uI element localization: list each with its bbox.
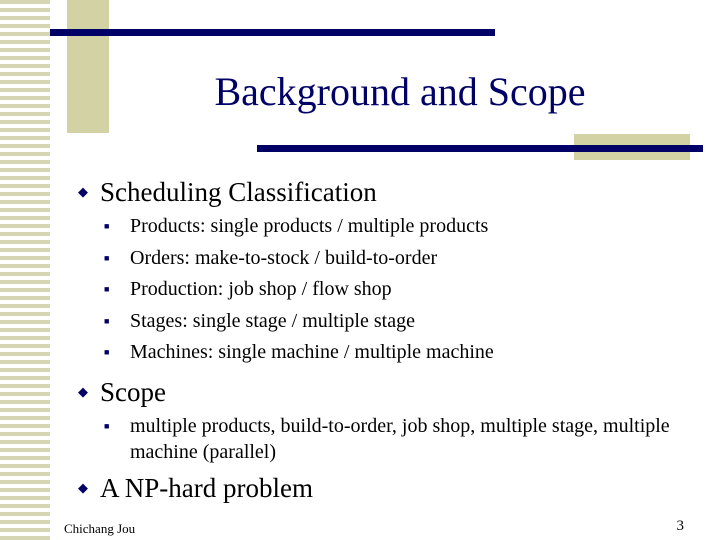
sub-bullet-text: Machines: single machine / multiple machine (130, 341, 494, 363)
bullet-text: A NP-hard problem (100, 472, 313, 503)
diamond-bullet-icon: ◆ (78, 184, 88, 199)
sub-bullet-item (78, 413, 670, 465)
sub-bullet-text: Production: job shop / flow shop (130, 278, 392, 300)
bullet-item (78, 471, 688, 505)
square-bullet-icon: ■ (104, 221, 110, 231)
decorative-block-top (67, 0, 109, 133)
diamond-bullet-icon: ◆ (78, 479, 88, 495)
square-bullet-icon: ■ (104, 315, 110, 326)
square-bullet-icon: ■ (104, 420, 110, 431)
square-bullet-icon: ■ (104, 347, 110, 357)
sub-bullet-item (78, 274, 688, 306)
sub-bullet-item (78, 306, 688, 338)
sub-bullet-list (78, 211, 688, 369)
sub-bullet-text: Stages: single stage / multiple stage (130, 309, 415, 332)
title-rule-top (50, 29, 495, 36)
square-bullet-icon: ■ (104, 284, 110, 294)
square-bullet-icon: ■ (104, 252, 110, 263)
sub-bullet-text: Orders: make-to-stock / build-to-order (130, 246, 438, 269)
sub-bullet-item (78, 211, 688, 243)
page-number: 3 (676, 518, 684, 534)
sub-bullet-text: multiple products, build-to-order, job shop, multiple stage, multiple machine (parallel) (130, 414, 670, 463)
bullet-item (78, 375, 688, 409)
sub-bullet-item (78, 337, 688, 369)
bullet-text: Scope (100, 376, 166, 407)
bullet-text: Scheduling Classification (100, 177, 377, 207)
diamond-bullet-icon: ◆ (78, 383, 88, 399)
footer-author: Chichang Jou (64, 521, 136, 536)
slide-title: Background and Scope (214, 69, 586, 114)
striped-margin (0, 0, 50, 540)
sub-bullet-list (78, 413, 688, 465)
title-rule-bottom (257, 145, 703, 152)
sub-bullet-text: Products: single products / multiple products (130, 215, 489, 237)
bullet-list (78, 175, 688, 505)
bullet-item (78, 175, 688, 209)
sub-bullet-item (78, 243, 688, 275)
